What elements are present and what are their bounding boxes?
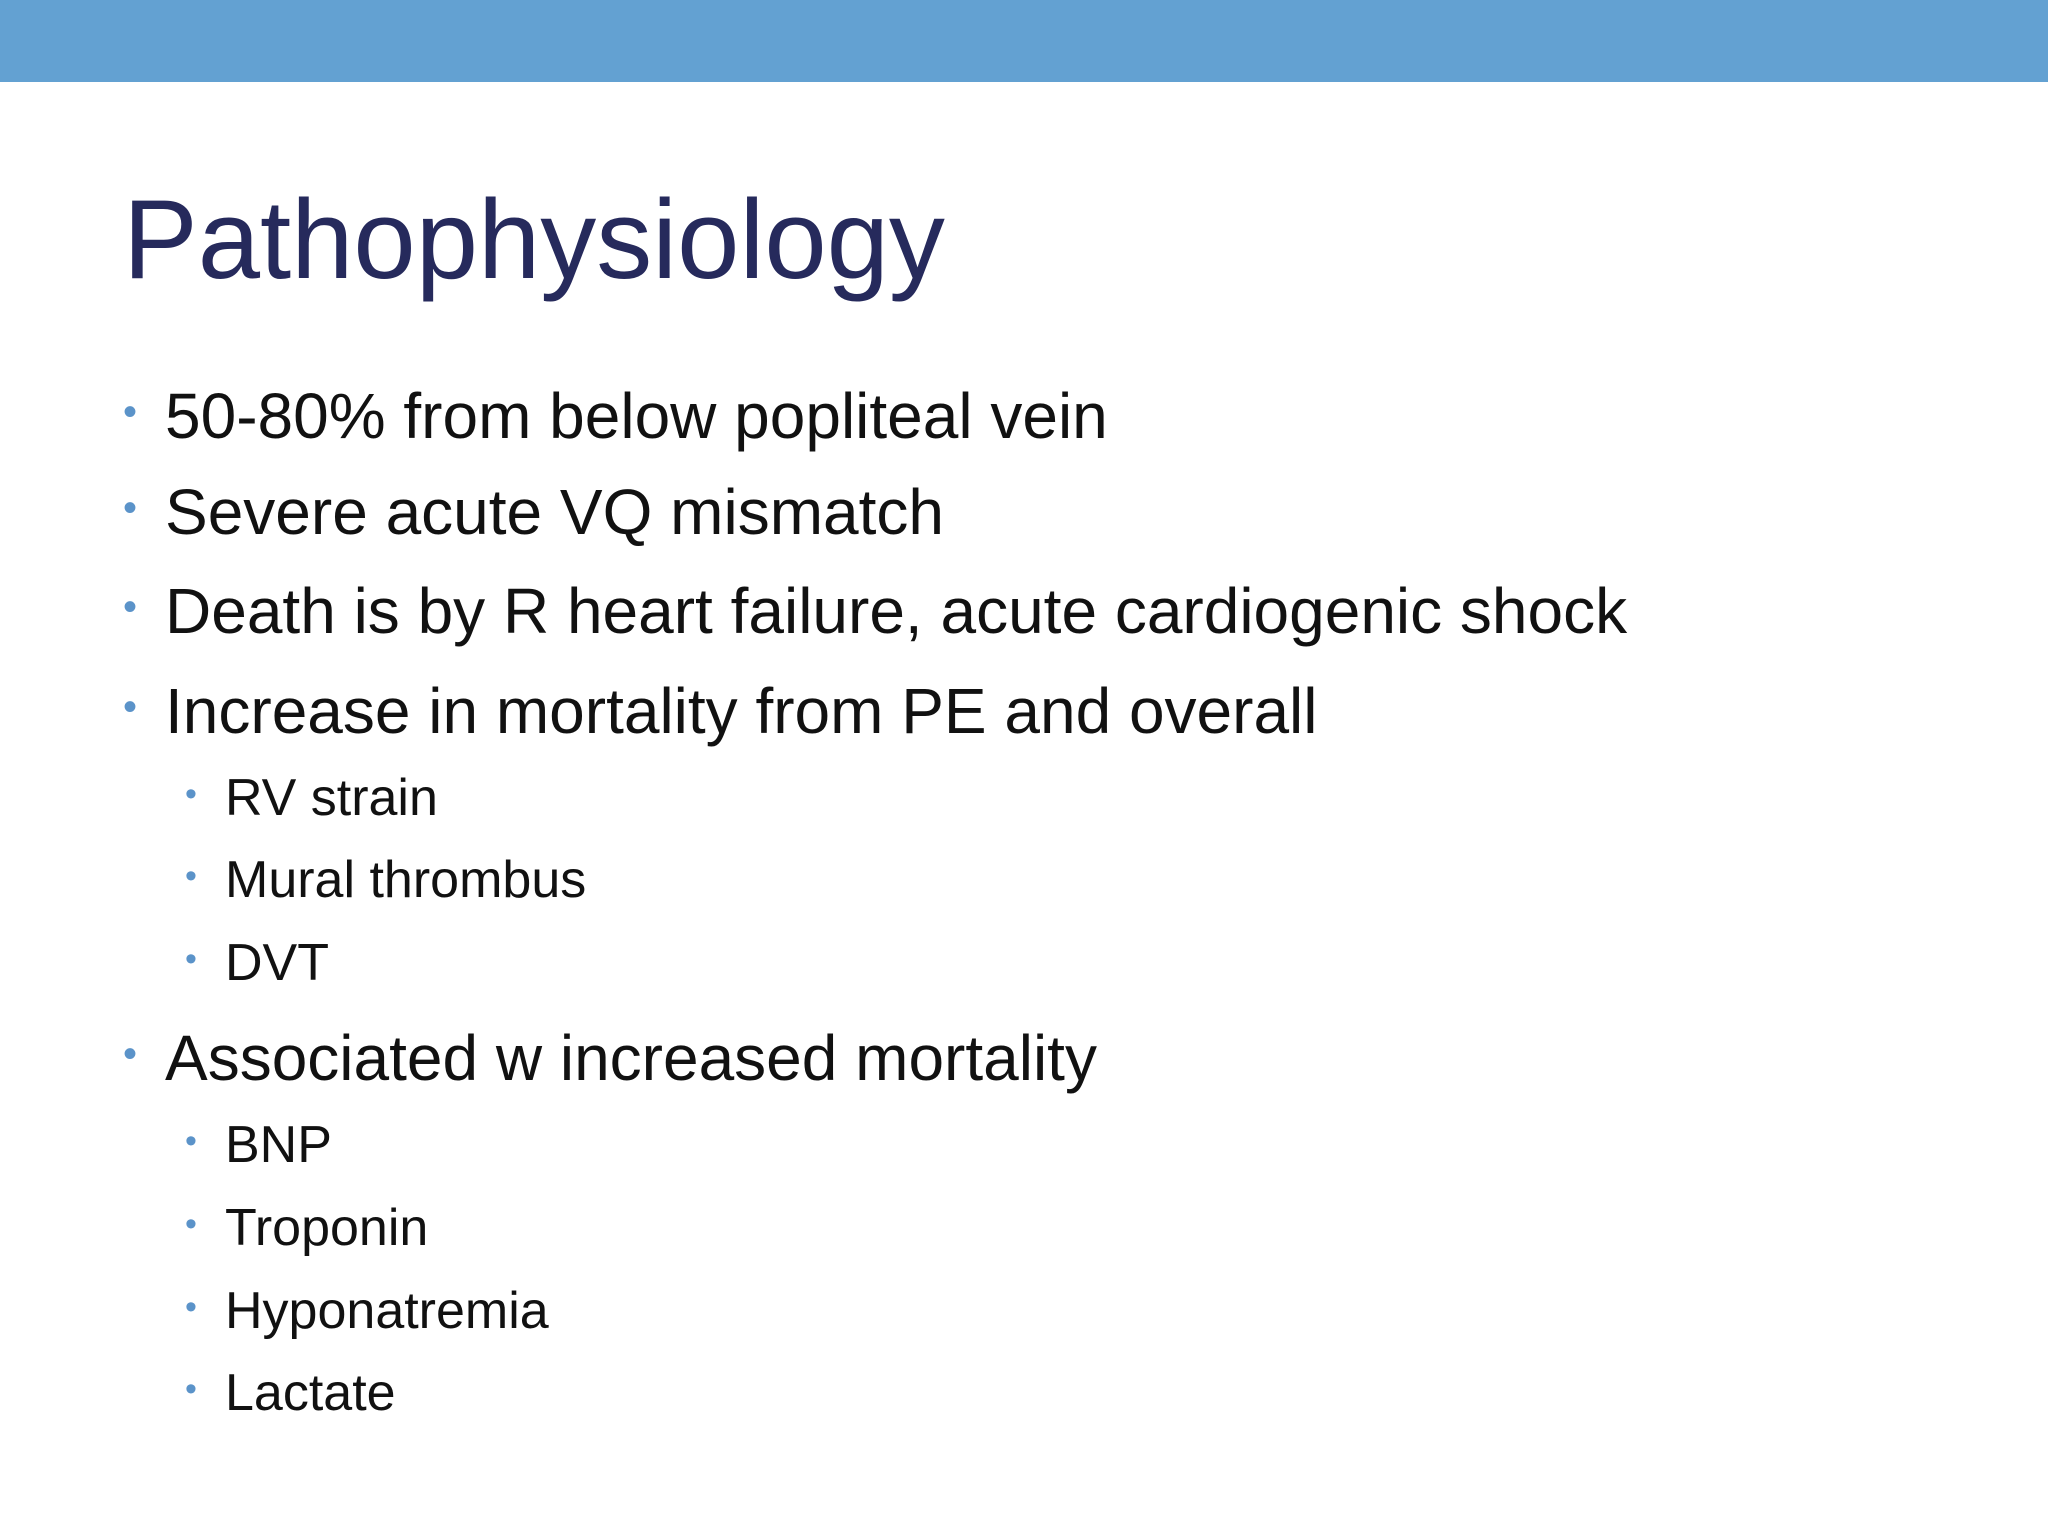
bullet-dot-icon: • [123, 390, 138, 434]
bullet-dot-icon: • [185, 1205, 197, 1243]
bullet-text: Hyponatremia [225, 1282, 549, 1340]
sub-bullet-item [185, 1360, 396, 1426]
bullet-text: Associated w increased mortality [165, 1022, 1097, 1094]
bullet-item [123, 671, 1317, 751]
bullet-text: Lactate [225, 1364, 396, 1422]
bullet-text: BNP [225, 1116, 332, 1174]
sub-bullet-item [185, 765, 438, 831]
bullet-text: Mural thrombus [225, 851, 587, 909]
bullet-dot-icon: • [123, 585, 138, 629]
sub-bullet-item [185, 847, 586, 913]
sub-bullet-item [185, 930, 329, 996]
bullet-dot-icon: • [185, 940, 197, 978]
bullet-item [123, 571, 1627, 651]
bullet-dot-icon: • [185, 1122, 197, 1160]
sub-bullet-item [185, 1195, 428, 1261]
bullet-dot-icon: • [185, 857, 197, 895]
bullet-list [123, 0, 2003, 1536]
sub-bullet-item [185, 1278, 549, 1344]
bullet-text: DVT [225, 934, 329, 992]
bullet-dot-icon: • [185, 775, 197, 813]
bullet-text: Troponin [225, 1199, 429, 1257]
bullet-item [123, 1018, 1097, 1098]
bullet-text: Death is by R heart failure, acute cardiogenic shock [165, 575, 1628, 647]
bullet-text: Severe acute VQ mismatch [165, 476, 944, 548]
bullet-text: Increase in mortality from PE and overall [165, 675, 1318, 747]
sub-bullet-item [185, 1112, 332, 1178]
bullet-dot-icon: • [123, 1032, 138, 1076]
bullet-text: RV strain [225, 769, 438, 827]
bullet-item [123, 472, 944, 552]
bullet-dot-icon: • [185, 1370, 197, 1408]
bullet-dot-icon: • [123, 685, 138, 729]
bullet-dot-icon: • [185, 1288, 197, 1326]
slide-title: Pathophysiology [123, 177, 945, 302]
bullet-text: 50-80% from below popliteal vein [165, 380, 1108, 452]
bullet-dot-icon: • [123, 486, 138, 530]
bullet-item [123, 376, 1108, 456]
